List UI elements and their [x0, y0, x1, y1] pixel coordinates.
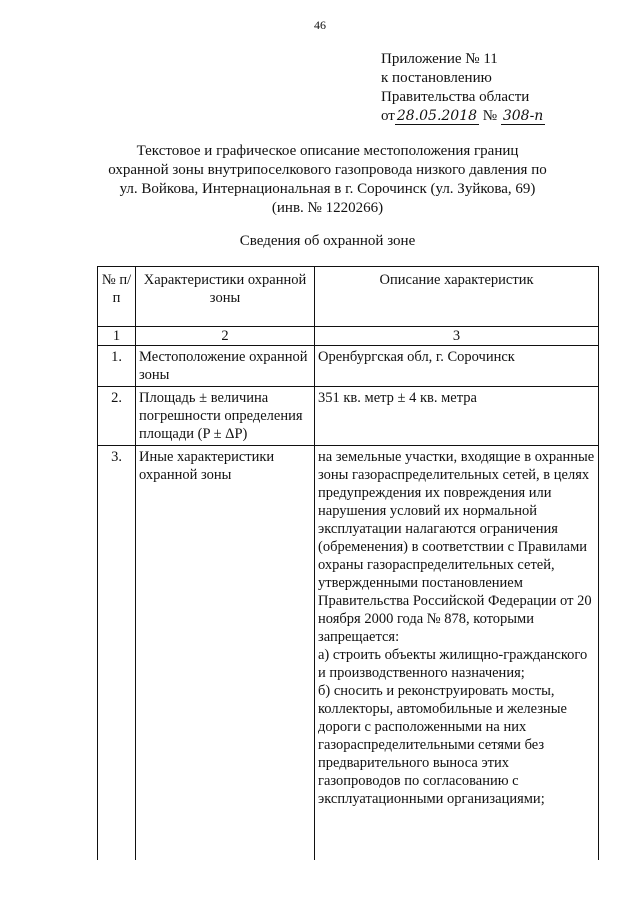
zone-table: [97, 266, 599, 860]
row-num: 2.: [98, 387, 136, 446]
row-description: 351 кв. метр ± 4 кв. метра: [315, 387, 599, 446]
table-header-row: [98, 267, 599, 327]
index-cell: 2: [136, 327, 315, 346]
description-paragraph: на земельные участки, входящие в охранные зоны газораспределительных сетей, в целях предупреждения их повреждения или нарушения условий их нормальной эксплуатации налагаются ограничения (обременения) в соответствии с Правилами охраны газораспределительных сетей, утвержденными постановлением Правительства Российской Федерации от 20 ноября 2000 года № 878, которыми запрещается:: [318, 449, 595, 645]
header-characteristic: Характеристики охранной зоны: [136, 267, 315, 327]
date-prefix: от: [381, 108, 395, 124]
handwritten-number: 308-п: [502, 108, 544, 124]
description-paragraph: а) строить объекты жилищно-гражданского и производственного назначения;: [318, 647, 588, 681]
table-row: [98, 387, 599, 446]
page-number: 46: [314, 18, 326, 32]
title-line-3: ул. Войкова, Интернациональная в г. Сорочинск (ул. Зуйкова, 69): [119, 181, 536, 197]
appendix-header: [381, 50, 545, 126]
header-num: № п/п: [98, 267, 136, 327]
appendix-line-1: Приложение № 11: [381, 51, 498, 67]
appendix-line-2: к постановлению: [381, 70, 492, 86]
row-num: 1.: [98, 346, 136, 387]
title-line-2: охранной зоны внутрипоселкового газопровода низкого давления по: [108, 162, 547, 178]
document-title: [60, 142, 595, 218]
row-characteristic: Иные характеристики охранной зоны: [136, 446, 315, 861]
handwritten-date: 28.05.2018: [396, 108, 478, 124]
title-line-1: Текстовое и графическое описание местоположения границ: [136, 143, 519, 159]
row-description: Оренбургская обл, г. Сорочинск: [315, 346, 599, 387]
number-prefix: №: [482, 108, 498, 124]
row-characteristic: Местоположение охранной зоны: [136, 346, 315, 387]
section-subtitle: Сведения об охранной зоне: [239, 233, 416, 249]
title-line-4: (инв. № 1220266): [271, 200, 384, 216]
index-cell: 1: [98, 327, 136, 346]
appendix-date-line: [381, 107, 545, 126]
table-row: [98, 446, 599, 861]
table-row: [98, 346, 599, 387]
description-paragraph: б) сносить и реконструировать мосты, коллекторы, автомобильные и железные дороги с расположенными на них газораспределительными сетями без предварительного выноса этих газопроводов по согласованию с эксплуатационными организациями;: [318, 683, 567, 807]
index-cell: 3: [315, 327, 599, 346]
appendix-line-3: Правительства области: [381, 89, 530, 105]
header-description: Описание характеристик: [315, 267, 599, 327]
row-num: 3.: [98, 446, 136, 861]
table-index-row: [98, 327, 599, 346]
row-characteristic: Площадь ± величина погрешности определения площади (P ± ΔP): [136, 387, 315, 446]
row-description: [315, 446, 599, 861]
